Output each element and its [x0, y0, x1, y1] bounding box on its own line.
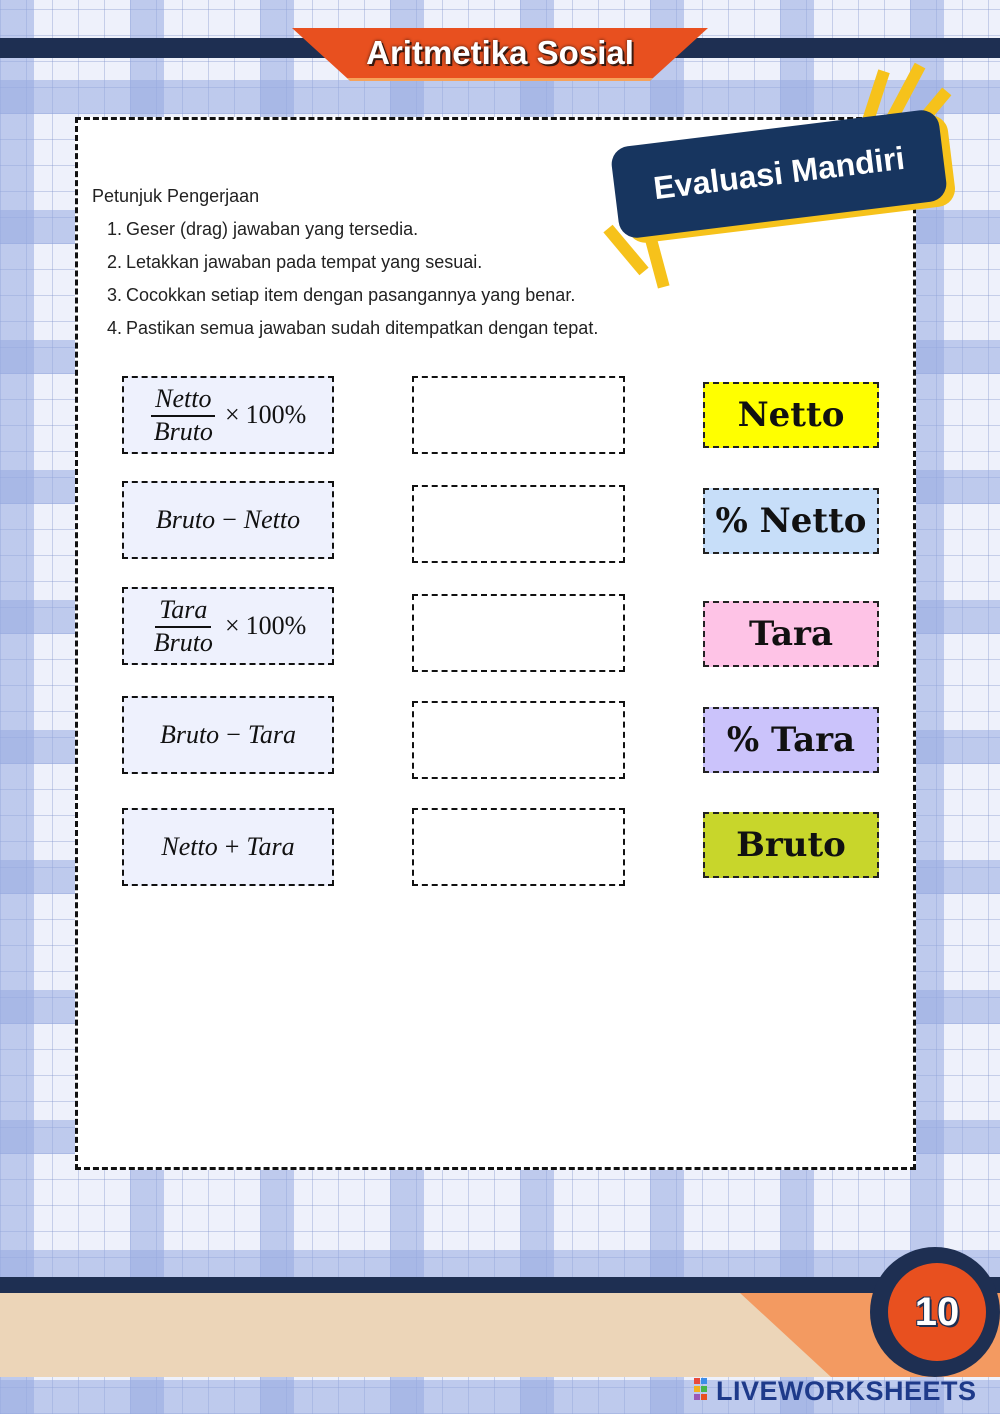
page-title: Aritmetika Sosial	[366, 34, 634, 71]
answer-drop-zone[interactable]	[412, 808, 625, 886]
answer-drop-zone[interactable]	[412, 376, 625, 454]
answer-tile-percent-tara[interactable]: % Tara	[703, 707, 879, 773]
fraction: $\frac{\text{Netto}}{\text{Bruto}}$	[150, 384, 217, 447]
instructions-title: Petunjuk Pengerjaan	[92, 186, 260, 206]
liveworksheets-logo-icon	[694, 1378, 708, 1402]
answer-drop-zone[interactable]	[412, 485, 625, 563]
evaluation-badge-label: Evaluasi Mandiri	[651, 139, 907, 207]
answer-tile-netto[interactable]: Netto	[703, 382, 879, 448]
liveworksheets-brand: LIVEWORKSHEETS	[716, 1376, 977, 1406]
page-number: 10	[888, 1263, 986, 1361]
instructions-list	[107, 217, 598, 349]
answer-tile-tara[interactable]: Tara	[703, 601, 879, 667]
instruction-item: 4. Pastikan semua jawaban sudah ditempatkan dengan tepat.	[107, 318, 599, 338]
formula-bruto-minus-netto: Bruto − Netto	[122, 481, 334, 559]
answer-drop-zone[interactable]	[412, 594, 625, 672]
instruction-item: 2. Letakkan jawaban pada tempat yang sesuai.	[107, 252, 483, 272]
formula-percent-tara: $\frac{\text{Tara}}{\text{Bruto}}$ × 100%	[122, 587, 334, 665]
answer-tile-bruto[interactable]: Bruto	[703, 812, 879, 878]
instruction-item: 3. Cocokkan setiap item dengan pasangannya yang benar.	[107, 285, 576, 305]
instruction-item: 1. Geser (drag) jawaban yang tersedia.	[107, 219, 419, 239]
answer-drop-zone[interactable]	[412, 701, 625, 779]
formula-percent-netto: $\frac{\text{Netto}}{\text{Bruto}}$ × 100%	[122, 376, 334, 454]
answer-tile-percent-netto[interactable]: % Netto	[703, 488, 879, 554]
formula-bruto-minus-tara: Bruto − Tara	[122, 696, 334, 774]
formula-netto-plus-tara: Netto + Tara	[122, 808, 334, 886]
bottom-band	[0, 1277, 1000, 1293]
fraction: $\frac{\text{Tara}}{\text{Bruto}}$	[153, 594, 213, 657]
